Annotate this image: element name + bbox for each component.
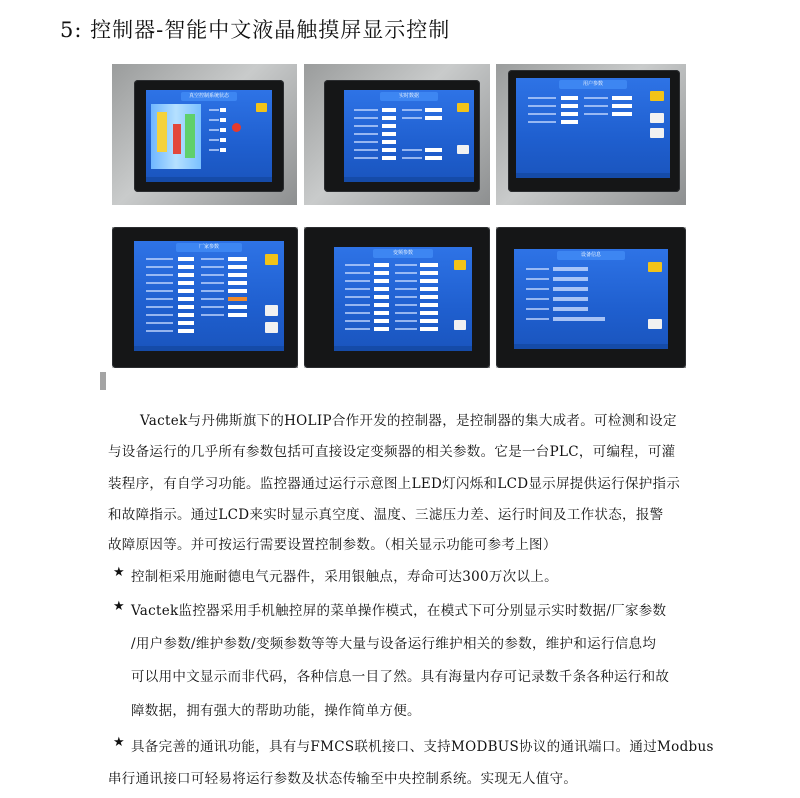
page-down-button[interactable] xyxy=(650,128,664,138)
page-up-button[interactable] xyxy=(265,305,279,316)
controller-photo-status xyxy=(112,64,297,205)
touchscreen-status xyxy=(146,90,272,182)
menu-button[interactable] xyxy=(648,262,662,272)
process-diagram xyxy=(151,104,201,169)
bullet-star: ★ xyxy=(113,565,125,580)
menu-button[interactable] xyxy=(454,260,466,270)
screen-title: 真空控制系统状态 xyxy=(181,92,236,101)
menu-button[interactable] xyxy=(256,103,267,112)
controller-photo-factory-params xyxy=(112,227,298,368)
paragraph-marker xyxy=(100,372,106,390)
screen-title: 设备信息 xyxy=(557,251,625,260)
intro-line-3: 装程序，有自学习功能。监控器通过运行示意图上LED灯闪烁和LCD显示屏提供运行保护指示 xyxy=(108,476,681,492)
bullet-2-line-4: 障数据，拥有强大的帮助功能，操作简单方便。 xyxy=(131,703,421,719)
bullet-2-line-2: /用户参数/维护参数/变频参数等等大量与设备运行维护相关的参数，维护和运行信息均 xyxy=(131,636,657,652)
bullet-1-line-1: 控制柜采用施耐德电气元器件，采用银触点，寿命可达300万次以上。 xyxy=(131,569,558,585)
intro-line-2: 与设备运行的几乎所有参数包括可直接设定变频器的相关参数。它是一台PLC，可编程，可灌 xyxy=(108,444,676,460)
section-heading: 5: 控制器-智能中文液晶触摸屏显示控制 xyxy=(60,18,451,42)
bullet-3-line-1: 具备完善的通讯功能，具有与FMCS联机接口、支持MODBUS协议的通讯端口。通过Modbus xyxy=(131,739,714,755)
touchscreen-user-params xyxy=(516,78,670,178)
page-up-button[interactable] xyxy=(650,113,664,123)
controller-photo-user-params xyxy=(496,64,686,205)
menu-button[interactable] xyxy=(457,103,469,112)
menu-button[interactable] xyxy=(650,91,664,101)
screen-title: 厂家参数 xyxy=(176,243,242,252)
touchscreen-vfd-params xyxy=(334,247,472,351)
screen-title: 实时数据 xyxy=(380,92,437,101)
alarm-indicator xyxy=(232,123,241,132)
bullet-3-line-2: 串行通讯接口可轻易将运行参数及状态传输至中央控制系统。实现无人值守。 xyxy=(108,771,578,787)
intro-line-4: 和故障指示。通过LCD来实时显示真空度、温度、三滤压力差、运行时间及工作状态，报警 xyxy=(108,507,664,523)
back-button[interactable] xyxy=(454,320,466,330)
touchscreen-device-info xyxy=(514,249,668,349)
page-down-button[interactable] xyxy=(265,322,279,333)
touchscreen-realtime xyxy=(344,90,474,182)
controller-photo-vfd-params xyxy=(304,227,490,368)
back-button[interactable] xyxy=(457,145,469,154)
screen-title: 变频参数 xyxy=(373,249,434,258)
bullet-star: ★ xyxy=(113,599,125,614)
controller-photo-device-info xyxy=(496,227,686,368)
bullet-2-line-3: 可以用中文显示而非代码，各种信息一目了然。具有海量内存可记录数千条各种运行和故 xyxy=(131,669,670,685)
intro-line-5: 故障原因等。并可按运行需要设置控制参数。（相关显示功能可参考上图） xyxy=(108,537,557,553)
screen-title: 用户参数 xyxy=(559,80,627,89)
back-button[interactable] xyxy=(648,319,662,329)
bullet-2-line-1: Vactek监控器采用手机触控屏的菜单操作模式，在模式下可分别显示实时数据/厂家参数 xyxy=(131,603,667,619)
menu-button[interactable] xyxy=(265,254,279,265)
bullet-star: ★ xyxy=(113,735,125,750)
intro-line-1: Vactek与丹佛斯旗下的HOLIP合作开发的控制器，是控制器的集大成者。可检测和设定 xyxy=(140,413,677,429)
touchscreen-factory-params xyxy=(134,241,284,351)
controller-photo-realtime xyxy=(304,64,490,205)
